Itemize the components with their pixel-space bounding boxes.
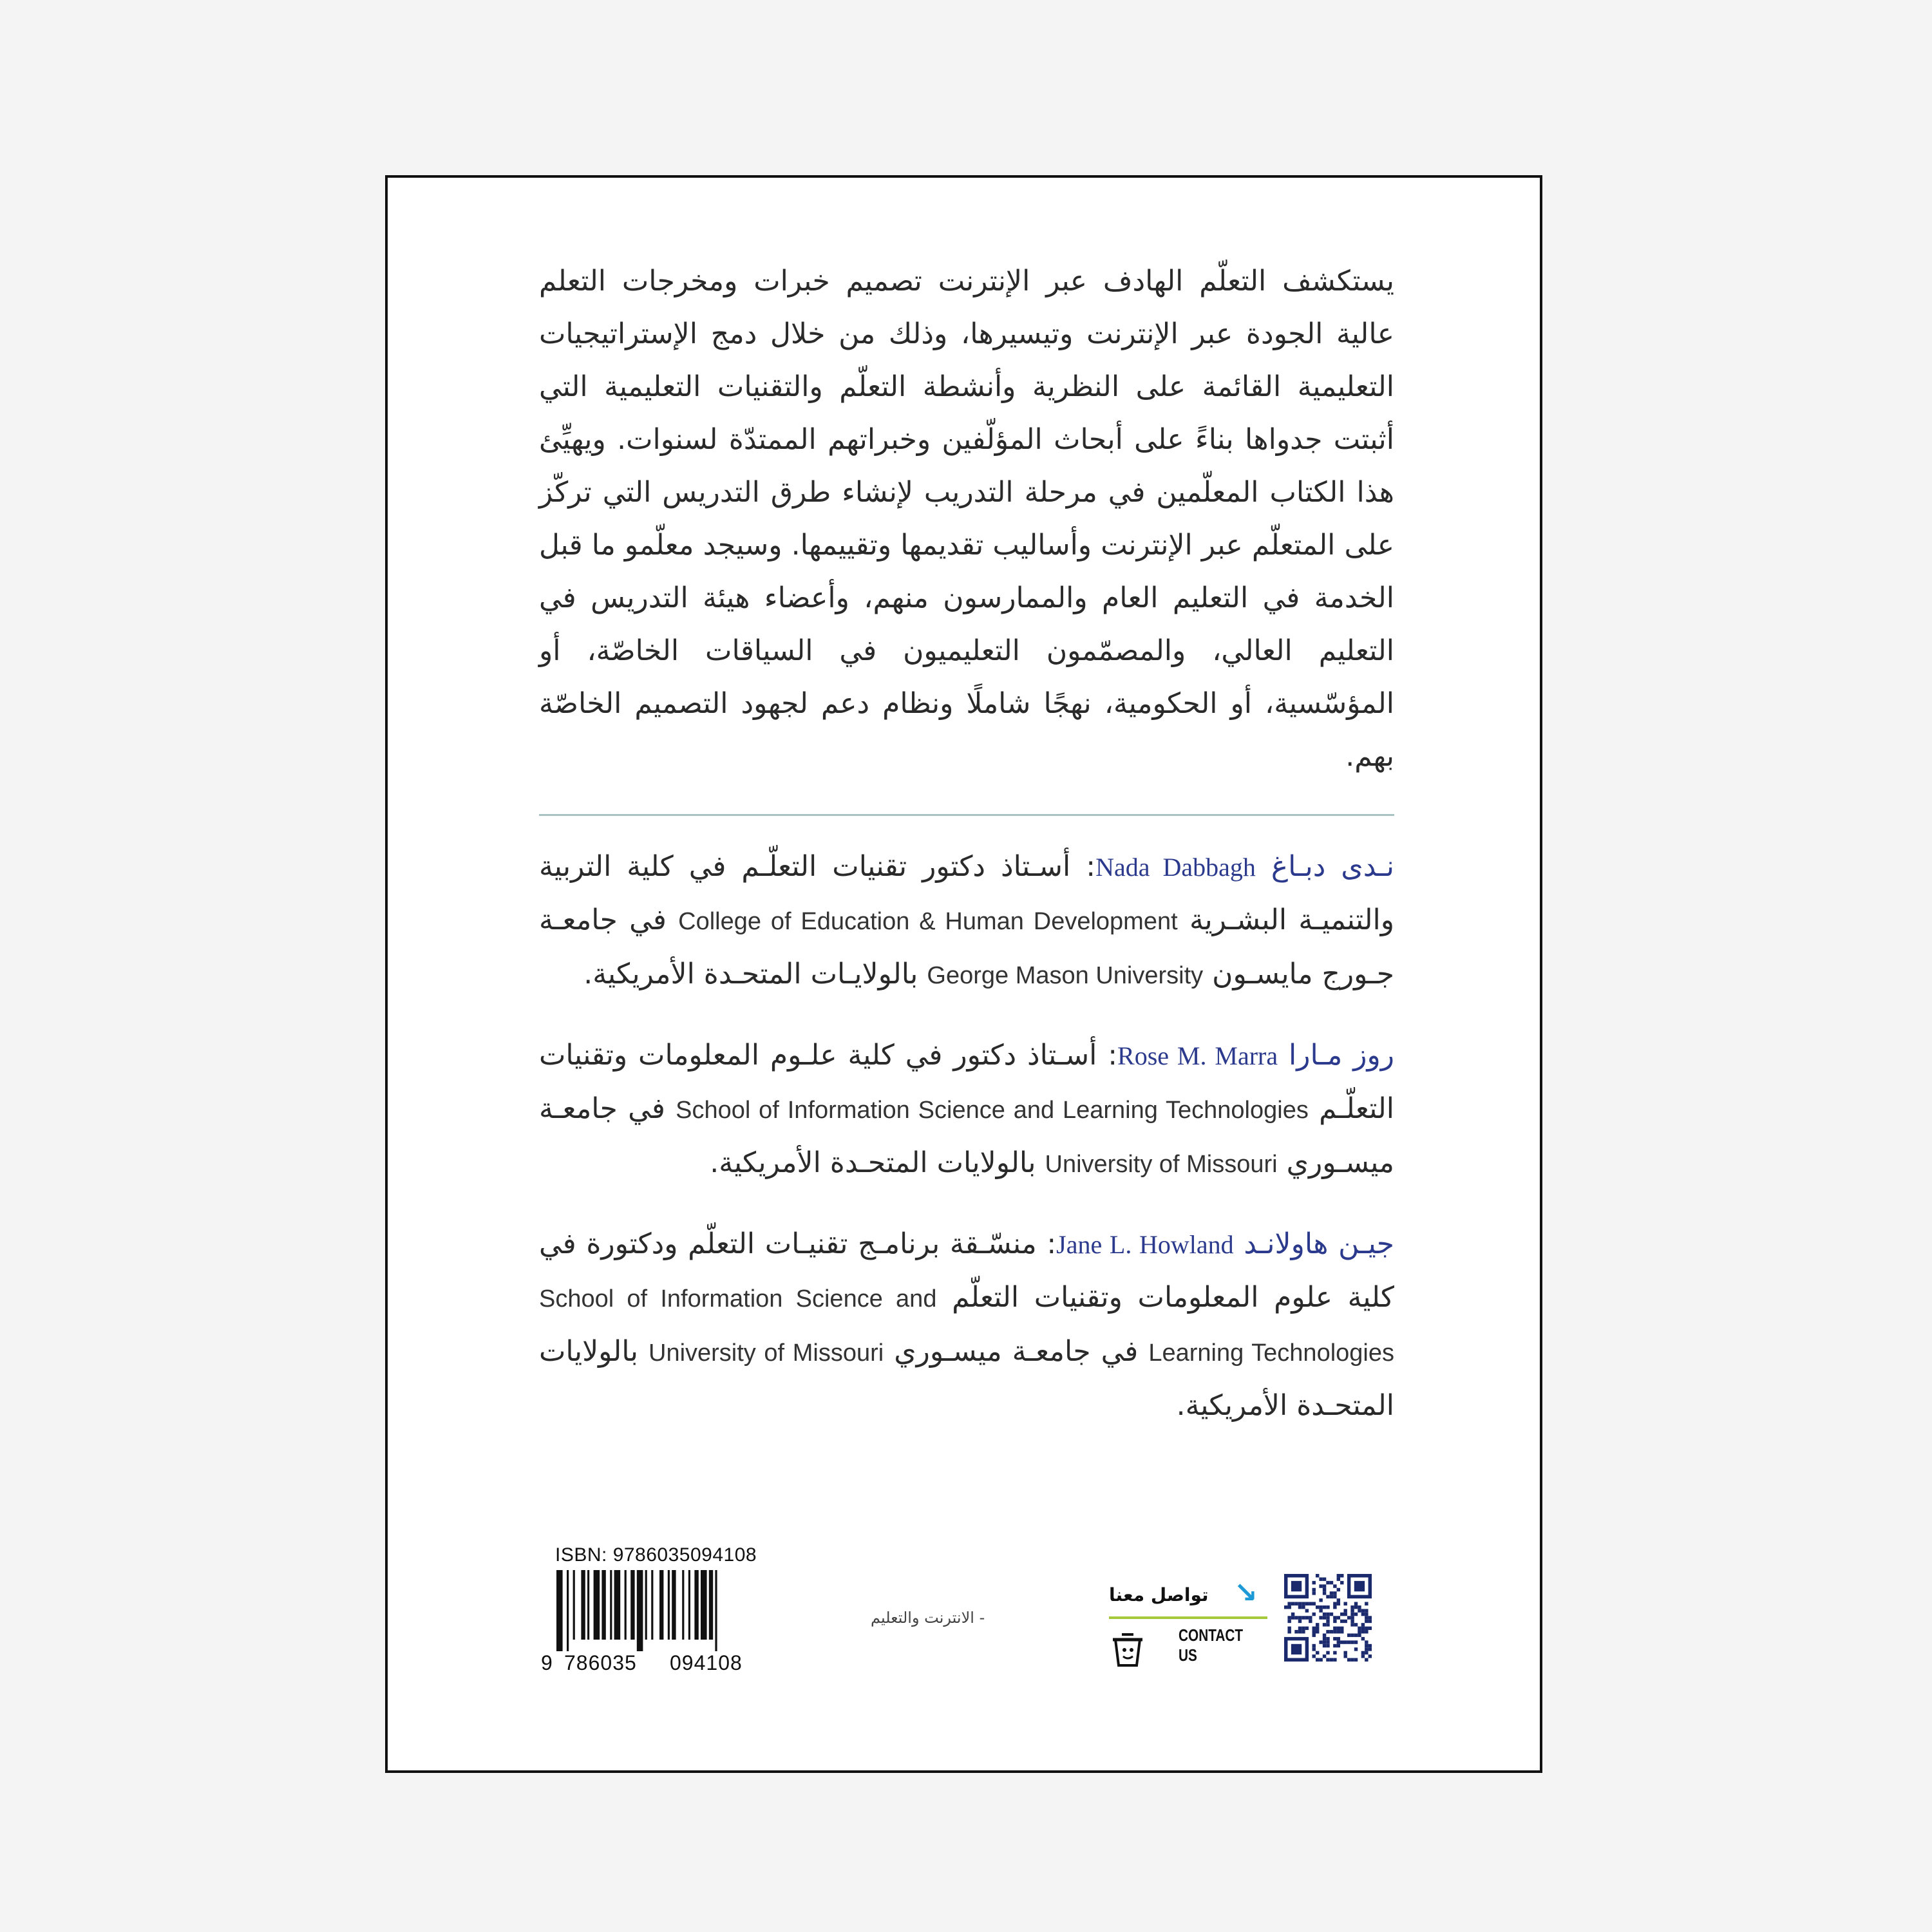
barcode-bars — [541, 1570, 773, 1651]
author-bio-text: بالولايات المتحـدة الأمريكية. — [710, 1146, 1045, 1179]
author-name-en: Nada Dabbagh — [1095, 853, 1256, 882]
author-name-en: Jane L. Howland — [1056, 1230, 1234, 1259]
author-bio-text: في جامعـة ميسـوري — [884, 1335, 1149, 1368]
coffee-cup-icon — [1109, 1628, 1148, 1669]
barcode-digit-prefix: 9 — [541, 1651, 553, 1674]
author-university-en: University of Missouri — [649, 1340, 884, 1367]
author-bio-2 — [539, 1029, 1394, 1191]
arrow-down-right-icon: ↘ — [1234, 1577, 1258, 1609]
book-description: يستكشف التعلّم الهادف عبر الإنترنت تصميم خبرات ومخرجات التعلم عالية الجودة عبر الإنترنت وتيسيرها، وذلك من خلال دمج الإستراتيجيات التعليمية القائمة على النظرية وأنشطة التعلّم والتقنيات التعليمية التي أثبتت جدواها بناءً على أبحاث المؤلّفين وخبراتهم الممتدّة لسنوات. ويهيِّئ هذا الكتاب المعلّمين في مرحلة التدريب لإنشاء طرق التدريس التي تركّز على المتعلّم عبر الإنترنت وأساليب تقديمها وتقييمها. وسيجد معلّمو ما قبل الخدمة في التعليم العام والممارسون منهم، وأعضاء هيئة التدريس في التعليم العالي، والمصمّمون التعليميون في السياقات الخاصّة، أو المؤسّسية، أو الحكومية، نهجًا شاملًا ونظام دعم لجهود التصميم الخاصّة بهم. — [539, 265, 1394, 773]
contact-us-block — [1109, 1577, 1276, 1673]
isbn-label: ISBN: 9786035094108 — [555, 1544, 757, 1566]
author-bio-text: في جامعـة جـورج مايسـون — [539, 904, 1394, 990]
author-bio-text: بالولايـات المتحـدة الأمريكية. — [583, 958, 927, 990]
author-bio-text: في جامعـة ميسـوري — [539, 1092, 1394, 1179]
contact-underline — [1109, 1616, 1267, 1619]
author-bio-text: : منسّـقة برنامـج تقنيـات التعلّم ودكتورة في كلية علوم المعلومات وتقنيات التعلّم — [539, 1227, 1395, 1314]
section-divider — [539, 814, 1394, 816]
author-university-en: George Mason University — [927, 962, 1204, 989]
cover-text-area — [539, 255, 1394, 1459]
author-bio-text: : أسـتاذ دكتور في كلية علـوم المعلومات وتقنيات التعلّـم — [539, 1039, 1394, 1125]
author-institution-en: School of Information Science and Learning Technologies — [676, 1097, 1309, 1124]
barcode-digits — [541, 1651, 773, 1677]
author-name-en: Rose M. Marra — [1117, 1041, 1278, 1070]
author-bio-text: بالولايات المتحـدة الأمريكية. — [539, 1335, 1394, 1422]
author-name-ar: جيـن هاولانـد — [1244, 1227, 1395, 1260]
barcode-digit-group-right: 094108 — [670, 1651, 743, 1674]
author-institution-en: School of Information Science and Learning Technologies — [539, 1285, 1394, 1367]
author-name-ar: نـدى دبـاغ — [1271, 850, 1394, 883]
contact-label-en: CONTACT US — [1179, 1625, 1244, 1665]
qr-code — [1284, 1574, 1372, 1662]
isbn-barcode — [541, 1544, 773, 1677]
contact-label-ar: تواصل معنا — [1109, 1584, 1209, 1605]
series-label: - الانترنت والتعليم — [871, 1609, 985, 1627]
book-back-cover — [385, 175, 1542, 1773]
author-institution-en: College of Education & Human Development — [678, 908, 1178, 935]
author-name-ar: روز مـارا — [1289, 1039, 1394, 1072]
author-university-en: University of Missouri — [1045, 1151, 1278, 1178]
author-bio-text: : أسـتاذ دكتور تقنيات التعلّـم في كلية التربية والتنميـة البشـرية — [539, 850, 1395, 936]
author-bio-3 — [539, 1218, 1394, 1432]
barcode-digit-group-left: 786035 — [564, 1651, 637, 1674]
author-bio-1 — [539, 840, 1394, 1002]
